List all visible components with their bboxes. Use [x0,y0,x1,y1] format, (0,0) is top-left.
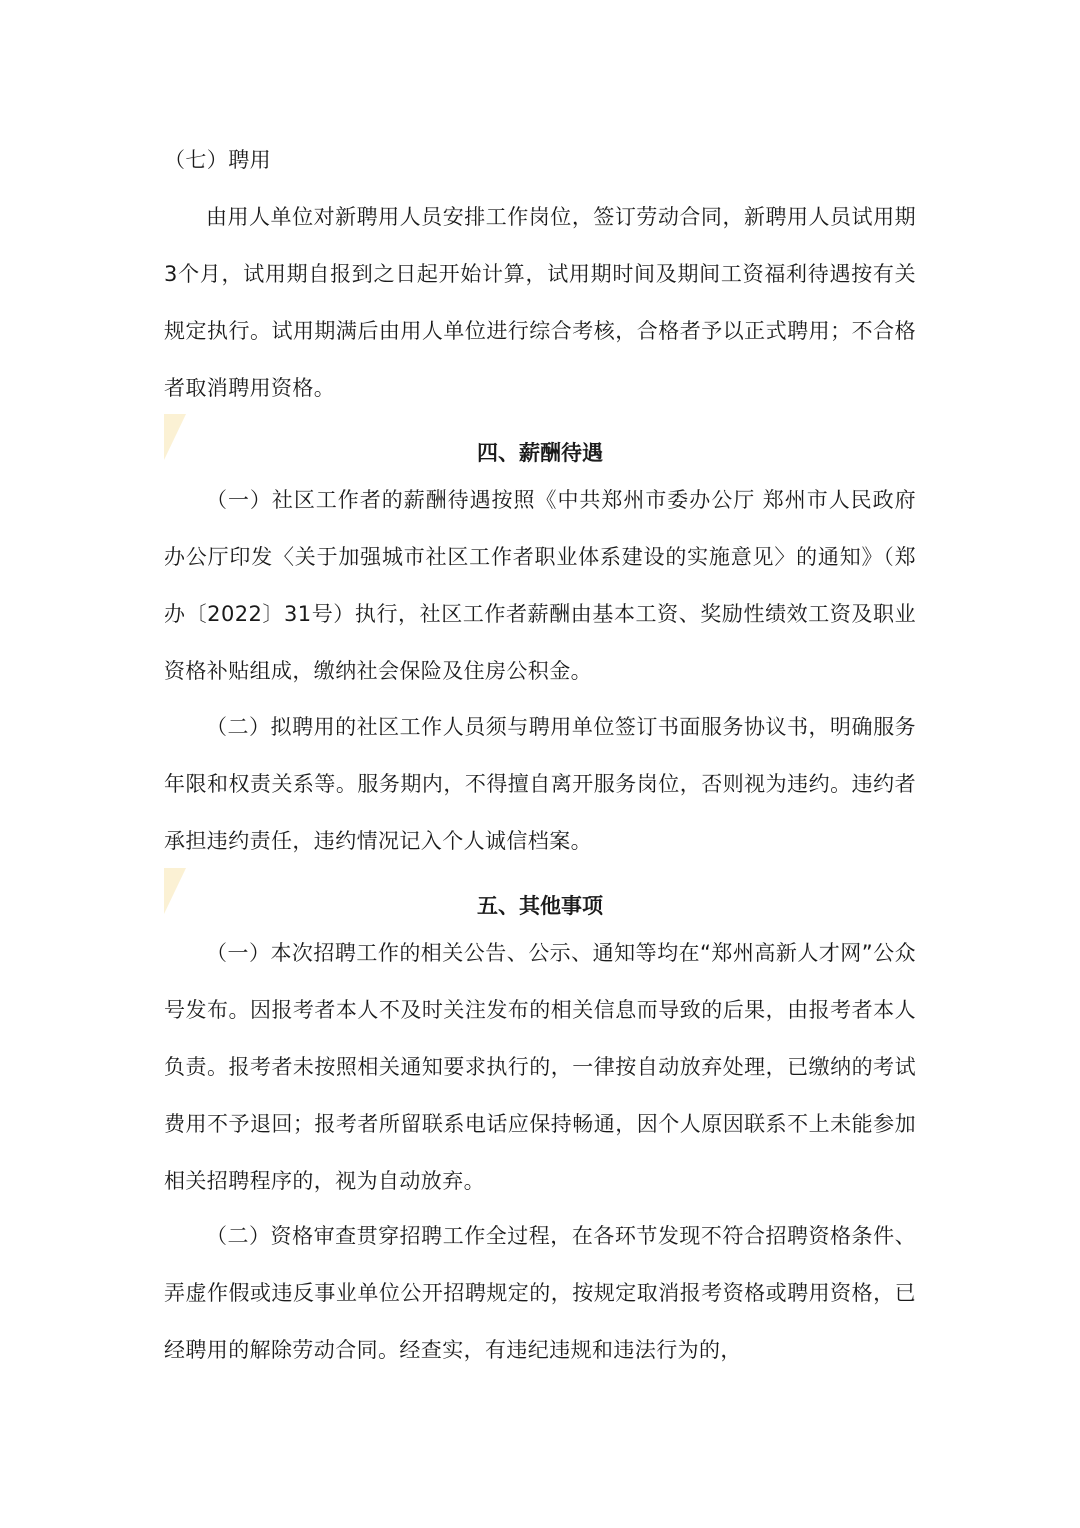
section-7-body: 由用人单位对新聘用人员安排工作岗位，签订劳动合同，新聘用人员试用期3个月，试用期自报到之日起开始计算，试用期时间及期间工资福利待遇按有关规定执行。试用期满后由用人单位进行综合考核，合格者予以正式聘用；不合格者取消聘用资格。 [164,205,916,400]
salary-item-1: （一）社区工作者的薪酬待遇按照《中共郑州市委办公厅 郑州市人民政府办公厅印发〈关于加强城市社区工作者职业体系建设的实施意见〉的通知》（郑办〔2022〕31号）执行，社区工作者薪酬由基本工资、奖励性绩效工资及职业资格补贴组成，缴纳社会保险及住房公积金。 [164,488,916,683]
heading-other-matters: 五、其他事项 [477,894,603,918]
heading-salary: 四、薪酬待遇 [477,441,603,465]
other-item-2: （二）资格审查贯穿招聘工作全过程，在各环节发现不符合招聘资格条件、弄虚作假或违反事业单位公开招聘规定的，按规定取消报考资格或聘用资格，已经聘用的解除劳动合同。经查实，有违纪违规和违法行为的， [164,1224,916,1362]
other-item-1: （一）本次招聘工作的相关公告、公示、通知等均在“郑州高新人才网”公众号发布。因报考者本人不及时关注发布的相关信息而导致的后果，由报考者本人负责。报考者未按照相关通知要求执行的，一律按自动放弃处理，已缴纳的考试费用不予退回；报考者所留联系电话应保持畅通，因个人原因联系不上未能参加相关招聘程序的，视为自动放弃。 [164,941,916,1193]
section-7-title: （七）聘用 [164,148,271,172]
salary-item-2: （二）拟聘用的社区工作人员须与聘用单位签订书面服务协议书，明确服务年限和权责关系等。服务期内，不得擅自离开服务岗位，否则视为违约。违约者承担违约责任，违约情况记入个人诚信档案。 [164,715,916,853]
